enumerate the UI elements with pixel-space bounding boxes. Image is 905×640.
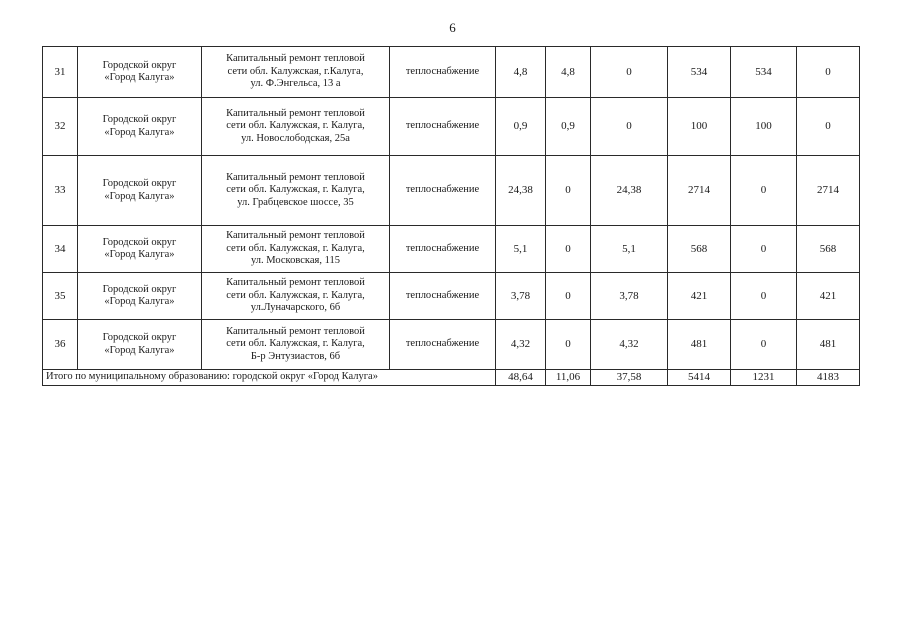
page-number: 6	[449, 20, 456, 35]
value-cell: 4,32	[496, 320, 546, 370]
value-cell: 2714	[797, 156, 860, 226]
row-number: 33	[43, 156, 78, 226]
value-cell: 421	[797, 273, 860, 320]
municipality-line: «Город Калуга»	[104, 344, 175, 356]
supply-type-cell: теплоснабжение	[390, 47, 496, 98]
row-number: 35	[43, 273, 78, 320]
municipality-line: Городской округ	[102, 283, 177, 295]
value-cell: 0,9	[546, 98, 591, 156]
value-cell: 0	[546, 320, 591, 370]
value-cell: 4,8	[546, 47, 591, 98]
value-cell: 481	[668, 320, 731, 370]
project-line: Капитальный ремонт тепловой	[226, 277, 365, 289]
table-body	[43, 47, 860, 386]
value-cell: 0	[591, 98, 668, 156]
total-value: 48,64	[496, 370, 546, 386]
project-cell	[202, 156, 390, 226]
value-cell: 0	[731, 273, 797, 320]
municipality-line: «Город Калуга»	[104, 126, 175, 138]
project-line: Капитальный ремонт тепловой	[226, 171, 365, 183]
supply-type-cell: теплоснабжение	[390, 320, 496, 370]
project-line: ул.Луначарского, 6б	[250, 302, 341, 314]
project-line: ул. Московская, 115	[251, 255, 340, 267]
municipality-line: «Город Калуга»	[104, 72, 175, 83]
project-line: сети обл. Калужская, г. Калуга,	[226, 289, 365, 301]
value-cell: 0,9	[496, 98, 546, 156]
table-row	[43, 47, 860, 98]
municipality-line: Городской округ	[102, 59, 177, 71]
heat-supply-repair-table	[42, 46, 860, 386]
project-line: сети обл. Калужская, г. Калуга,	[226, 184, 365, 196]
row-number: 32	[43, 98, 78, 156]
value-cell: 3,78	[496, 273, 546, 320]
table-row	[43, 226, 860, 273]
value-cell: 534	[668, 47, 731, 98]
row-number: 34	[43, 226, 78, 273]
municipality-cell	[78, 156, 202, 226]
project-cell	[202, 320, 390, 370]
value-cell: 0	[797, 47, 860, 98]
value-cell: 0	[546, 156, 591, 226]
value-cell: 0	[591, 47, 668, 98]
value-cell: 100	[668, 98, 731, 156]
row-number: 36	[43, 320, 78, 370]
total-label: Итого по муниципальному образованию: городской округ «Город Калуга»	[43, 370, 496, 386]
municipality-line: Городской округ	[102, 114, 177, 126]
value-cell: 100	[731, 98, 797, 156]
project-cell	[202, 98, 390, 156]
supply-type-cell: теплоснабжение	[390, 226, 496, 273]
value-cell: 534	[731, 47, 797, 98]
value-cell: 3,78	[591, 273, 668, 320]
municipality-line: «Город Калуга»	[104, 190, 175, 202]
municipality-cell	[78, 226, 202, 273]
supply-type-cell: теплоснабжение	[390, 98, 496, 156]
project-line: Капитальный ремонт тепловой	[226, 53, 365, 65]
project-line: Капитальный ремонт тепловой	[226, 325, 365, 337]
value-cell: 24,38	[591, 156, 668, 226]
table-row	[43, 156, 860, 226]
value-cell: 0	[546, 273, 591, 320]
municipality-line: Городской округ	[102, 332, 177, 344]
project-line: Капитальный ремонт тепловой	[226, 107, 365, 119]
municipality-line: «Город Калуга»	[104, 296, 175, 307]
municipality-cell	[78, 273, 202, 320]
value-cell: 24,38	[496, 156, 546, 226]
project-cell	[202, 226, 390, 273]
project-line: сети обл. Калужская, г. Калуга,	[226, 120, 365, 132]
value-cell: 0	[731, 226, 797, 273]
value-cell: 2714	[668, 156, 731, 226]
total-row	[43, 370, 860, 386]
municipality-line: Городской округ	[102, 178, 177, 190]
municipality-line: «Город Калуга»	[104, 249, 175, 260]
value-cell: 421	[668, 273, 731, 320]
total-value: 5414	[668, 370, 731, 386]
value-cell: 0	[731, 320, 797, 370]
project-line: Б-р Энтузиастов, 6б	[250, 350, 341, 362]
project-cell	[202, 47, 390, 98]
total-value: 11,06	[546, 370, 591, 386]
project-line: сети обл. Калужская, г. Калуга,	[226, 338, 365, 350]
value-cell: 4,8	[496, 47, 546, 98]
value-cell: 568	[797, 226, 860, 273]
project-cell	[202, 273, 390, 320]
total-value: 37,58	[591, 370, 668, 386]
project-line: ул. Грабцевское шоссе, 35	[237, 196, 354, 208]
value-cell: 0	[546, 226, 591, 273]
value-cell: 0	[797, 98, 860, 156]
value-cell: 0	[731, 156, 797, 226]
municipality-cell	[78, 320, 202, 370]
value-cell: 481	[797, 320, 860, 370]
municipality-cell	[78, 47, 202, 98]
project-line: сети обл. Калужская, г.Калуга,	[227, 65, 364, 77]
municipality-line: Городской округ	[102, 236, 177, 248]
municipality-cell	[78, 98, 202, 156]
value-cell: 5,1	[496, 226, 546, 273]
value-cell: 4,32	[591, 320, 668, 370]
project-line: сети обл. Калужская, г. Калуга,	[226, 242, 365, 254]
value-cell: 568	[668, 226, 731, 273]
total-value: 4183	[797, 370, 860, 386]
table-row	[43, 98, 860, 156]
row-number: 31	[43, 47, 78, 98]
project-line: Капитальный ремонт тепловой	[226, 230, 365, 242]
project-line: ул. Ф.Энгельса, 13 а	[250, 78, 341, 90]
value-cell: 5,1	[591, 226, 668, 273]
supply-type-cell: теплоснабжение	[390, 273, 496, 320]
table-row	[43, 273, 860, 320]
total-value: 1231	[731, 370, 797, 386]
supply-type-cell: теплоснабжение	[390, 156, 496, 226]
project-line: ул. Новослободская, 25а	[241, 132, 350, 144]
table-row	[43, 320, 860, 370]
